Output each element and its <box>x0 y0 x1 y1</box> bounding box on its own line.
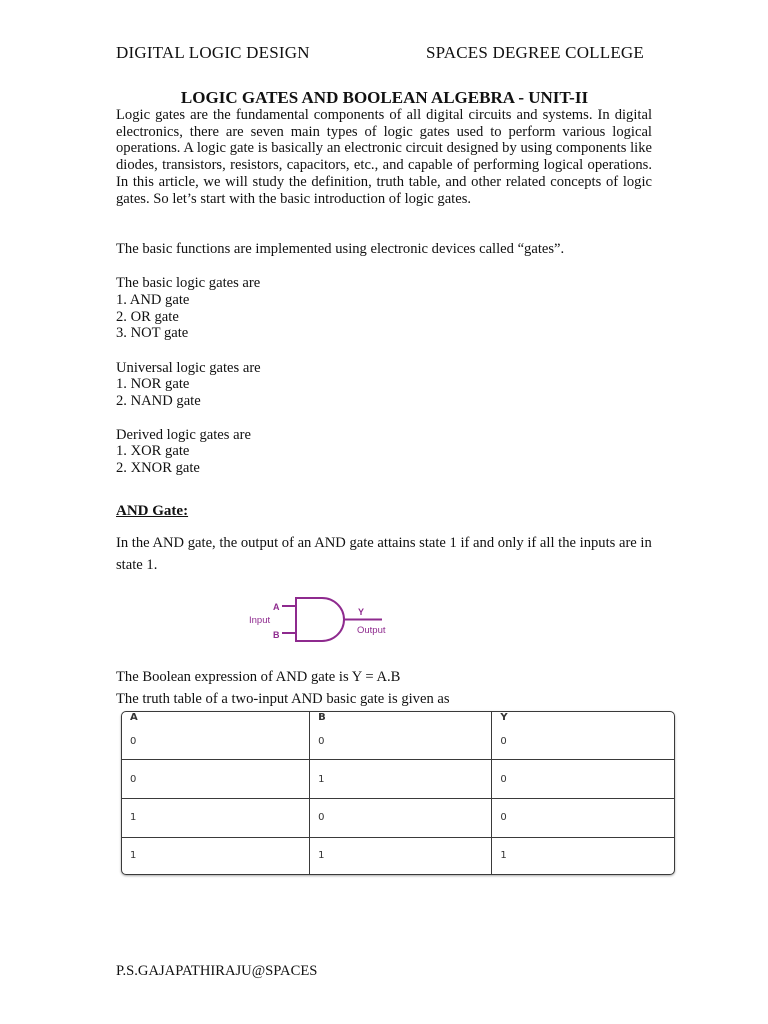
universal-gates-heading: Universal logic gates are <box>116 360 261 376</box>
table-cell: 0 <box>310 723 492 760</box>
table-row <box>122 760 674 799</box>
table-cell: 1 <box>122 798 310 837</box>
table-row <box>122 798 674 837</box>
page-footer: P.S.GAJAPATHIRAJU@SPACES <box>116 963 318 979</box>
truth-table-intro: The truth table of a two-input AND basic gate is given as <box>116 691 450 707</box>
table-cell: 1 <box>122 837 310 874</box>
intro-paragraph: Logic gates are the fundamental components of all digital circuits and systems. In digital electronics, there are seven main types of logic gates used to perform various logical operations. A logic gate is basically an electronic circuit designed by using components like diodes, transistors, resistors, capacitors, etc., and capable of performing logical operations. In this article, we will study the definition, truth table, and other related concepts of logic gates. So let’s start with the basic introduction of logic gates. <box>116 107 652 207</box>
derived-gates-list <box>116 443 200 476</box>
header-subject: DIGITAL LOGIC DESIGN <box>116 43 310 62</box>
header-college: SPACES DEGREE COLLEGE <box>426 43 644 62</box>
table-cell: 0 <box>492 798 674 837</box>
list-item: 1. XOR gate <box>116 443 190 459</box>
basic-gates-heading: The basic logic gates are <box>116 275 261 291</box>
input-a-label: A <box>273 602 280 612</box>
basic-gates-list <box>116 292 189 342</box>
table-cell: 1 <box>310 837 492 874</box>
list-item: 1. NOR gate <box>116 376 190 392</box>
list-item: 2. XNOR gate <box>116 459 200 476</box>
header-cell: A <box>122 712 310 723</box>
page-title: LOGIC GATES AND BOOLEAN ALGEBRA - UNIT-II <box>180 88 589 107</box>
list-item: 2. OR gate <box>116 308 179 325</box>
list-item: 1. AND gate <box>116 292 190 308</box>
and-gate-diagram <box>244 592 394 644</box>
and-gate-symbol <box>296 598 344 641</box>
boolean-expression: The Boolean expression of AND gate is Y = A.B <box>116 669 401 685</box>
truth-table <box>121 711 675 875</box>
and-gate-heading: AND Gate: <box>116 503 189 519</box>
output-y-label: Y <box>358 607 365 617</box>
table-row <box>122 837 674 874</box>
header-cell: B <box>310 712 492 723</box>
universal-gates-list <box>116 376 201 409</box>
table-header-row <box>122 712 674 723</box>
table-cell: 0 <box>122 760 310 799</box>
table-row <box>122 723 674 760</box>
list-item: 3. NOT gate <box>116 325 189 342</box>
and-gate-description: In the AND gate, the output of an AND gate attains state 1 if and only if all the inputs are in state 1. <box>116 535 652 573</box>
table-cell: 0 <box>492 760 674 799</box>
output-label: Output <box>357 625 386 636</box>
derived-gates-heading: Derived logic gates are <box>116 427 251 443</box>
functions-paragraph: The basic functions are implemented using electronic devices called “gates”. <box>116 241 565 257</box>
list-item: 2. NAND gate <box>116 392 201 409</box>
table-cell: 0 <box>310 798 492 837</box>
table-cell: 0 <box>492 723 674 760</box>
input-label: Input <box>249 615 271 626</box>
table-cell: 1 <box>500 850 507 862</box>
header-cell: Y <box>500 712 508 723</box>
input-b-label: B <box>273 630 280 640</box>
table-cell: 0 <box>122 723 310 760</box>
page-header <box>116 43 644 63</box>
table-cell: 1 <box>310 760 492 799</box>
